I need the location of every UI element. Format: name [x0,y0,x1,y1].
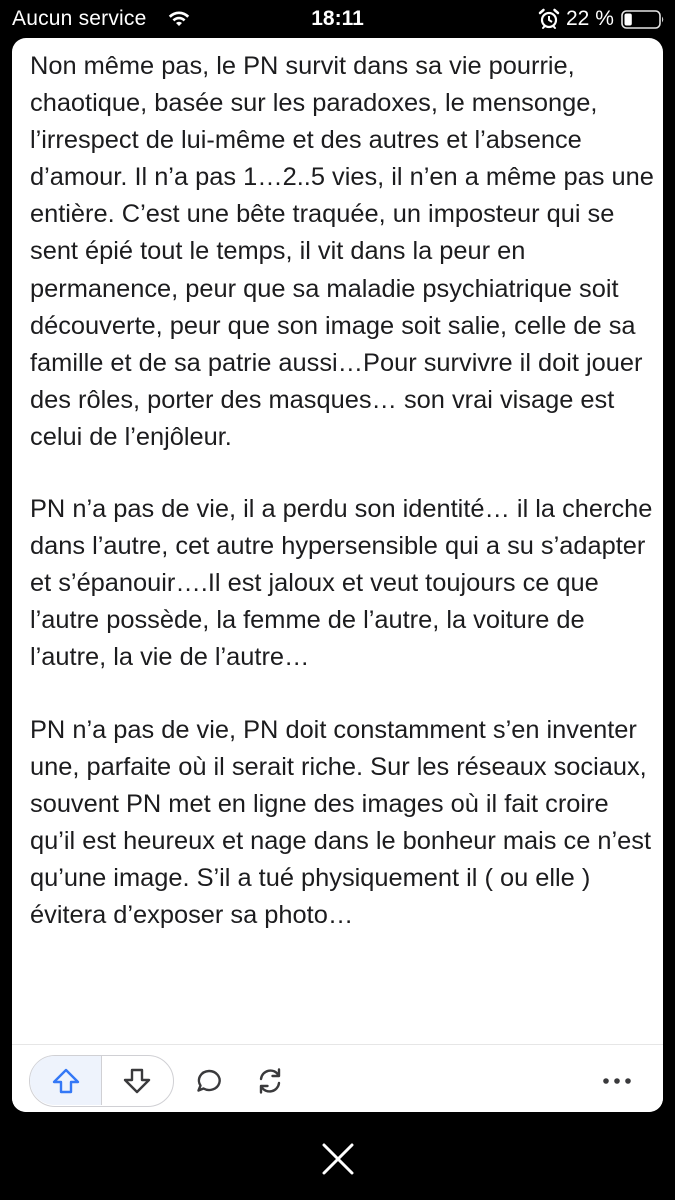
tweet-card [12,38,663,1112]
article-paragraph-3: PN n’a pas de vie, PN doit constamment s’en inventer une, parfaite où il serait riche. Sur les réseaux sociaux, souvent PN met en ligne des images où il fait croire qu’il est heureux et nage dans le bonheur mais ce n’est qu’une image. S’il a tué physiquement il ( ou elle ) évitera d’exposer sa photo… [30,715,652,929]
vote-control [29,1055,174,1107]
more-icon [602,1077,632,1085]
downvote-icon [122,1067,152,1095]
comment-button[interactable] [194,1066,224,1096]
downvote-button[interactable] [102,1056,172,1105]
article-paragraph-1: Non même pas, le PN survit dans sa vie pourrie, chaotique, basée sur les paradoxes, le mensonge, l’irrespect de lui-même et des autres et l’absence d’amour. Il n’a pas 1…2..5 vies, il n’en a même pas une entière. C’est une bête traquée, un imposteur qui se sent épié tout le temps, il vit dans la peur en permanence, peur que sa maladie psychiatrique soit découverte, peur que son image soit salie, celle de sa famille et de sa patrie aussi…Pour survivre il doit jouer des rôles, porter des masques… son vrai visage est celui de l’enjôleur. [30,52,654,451]
comment-icon [195,1067,223,1095]
upvote-button[interactable] [30,1056,102,1105]
carrier-label: Aucun service [12,7,147,30]
action-toolbar [12,1044,663,1112]
upvote-icon [51,1067,81,1095]
refresh-button[interactable] [255,1066,285,1096]
refresh-icon [255,1066,285,1096]
battery-icon [621,10,665,29]
article-paragraph-2: PN n’a pas de vie, il a perdu son identité… il la cherche dans l’autre, cet autre hypersensible qui a su s’adapter et s’épanouir….Il est jaloux et veut toujours ce que l’autre possède, la femme de l’autre, la voiture de l’autre, la vie de l’autre… [30,495,653,672]
alarm-icon [538,8,560,30]
clock-time: 18:11 [311,7,364,30]
battery-percentage: 22 % [566,7,614,30]
status-bar [0,0,675,38]
close-icon[interactable] [321,1142,355,1176]
article-body [30,48,658,1048]
more-options-button[interactable] [602,1066,632,1096]
